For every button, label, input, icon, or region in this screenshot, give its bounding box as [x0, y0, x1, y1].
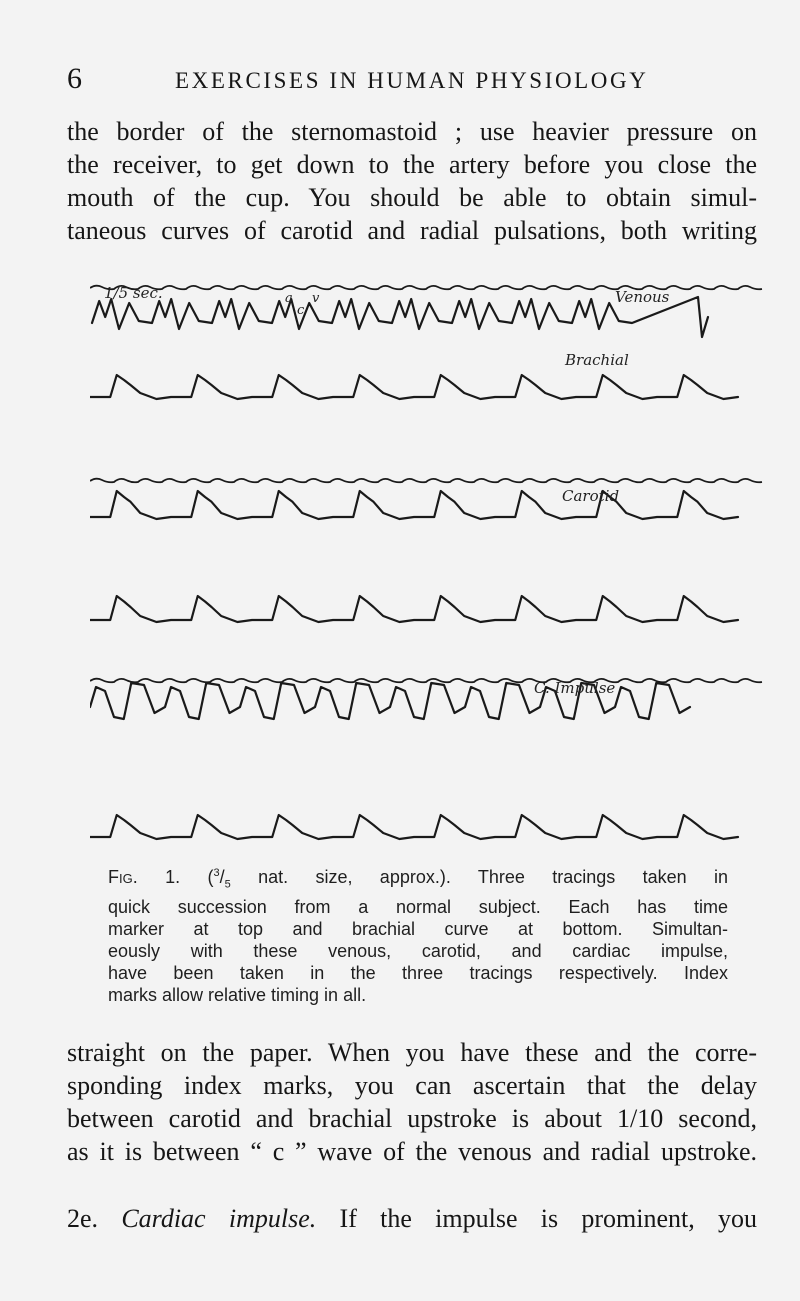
caption-line: marker at top and brachial curve at bottom. Simultan-	[108, 918, 728, 939]
caption-line: eously with these venous, carotid, and cardiac impulse,	[108, 940, 728, 961]
brachial-label: Brachial	[565, 351, 629, 369]
text-line: sponding index marks, you can ascertain that the delay	[67, 1071, 757, 1100]
text-line: mouth of the cup. You should be able to obtain simul-	[67, 183, 757, 212]
time-marker-trace-3	[90, 679, 762, 683]
caption-line: Fig. 1. ($^3/_5$ nat. size, approx.). Three tracings taken in	[108, 867, 729, 891]
text-line	[67, 1202, 757, 1235]
section-title: Cardiac impulse.	[121, 1204, 317, 1233]
v-wave-label: v	[312, 291, 320, 306]
time-scale-label: 1/5 sec.	[104, 284, 163, 302]
tracings-drawing	[90, 283, 770, 858]
figure-number: Fig. 1.	[108, 867, 181, 887]
venous-label: Venous	[615, 288, 670, 306]
paragraph-section-heading	[67, 1202, 757, 1235]
a-wave-label: a	[285, 291, 293, 306]
c-wave-label: c	[297, 303, 305, 318]
caption-line: marks allow relative timing in all.	[108, 984, 367, 1005]
caption-line: quick succession from a normal subject. Each has time	[108, 896, 728, 917]
pulse-tracings-figure	[90, 283, 770, 858]
caption-line: have been taken in the three tracings respectively. Index	[108, 962, 728, 983]
brachial-trace-1	[90, 375, 738, 399]
paragraph-middle	[67, 1036, 757, 1168]
section-number: 2e.	[67, 1204, 99, 1233]
impulse-label: C. Impulse	[534, 679, 616, 697]
text-line: straight on the paper. When you have these and the corre-	[67, 1038, 757, 1067]
text-line: between carotid and brachial upstroke is about 1/10 second,	[67, 1104, 757, 1133]
page-number: 6	[67, 62, 82, 95]
paragraph-top	[67, 115, 757, 247]
text-line: the receiver, to get down to the artery before you close the	[67, 150, 757, 179]
text-line: as it is between “ c ” wave of the venous and radial upstroke.	[67, 1137, 757, 1166]
fraction-denominator: 5	[224, 878, 231, 891]
time-marker-trace-2	[90, 479, 762, 483]
brachial-trace-3	[90, 815, 738, 839]
carotid-label: Carotid	[562, 487, 620, 505]
running-title: EXERCISES IN HUMAN PHYSIOLOGY	[175, 68, 649, 93]
brachial-trace-2	[90, 596, 738, 622]
text-line: the border of the sternomastoid ; use heavier pressure on	[67, 117, 757, 146]
carotid-trace	[90, 491, 738, 519]
caption-text: nat. size, approx.). Three tracings taken in	[258, 867, 729, 887]
figure-caption	[108, 862, 728, 1006]
text-line: taneous curves of carotid and radial pulsations, both writing	[67, 216, 757, 245]
page-header	[67, 62, 757, 102]
section-text: If the impulse is prominent, you	[339, 1204, 758, 1233]
fraction-numerator: 3	[213, 867, 220, 879]
